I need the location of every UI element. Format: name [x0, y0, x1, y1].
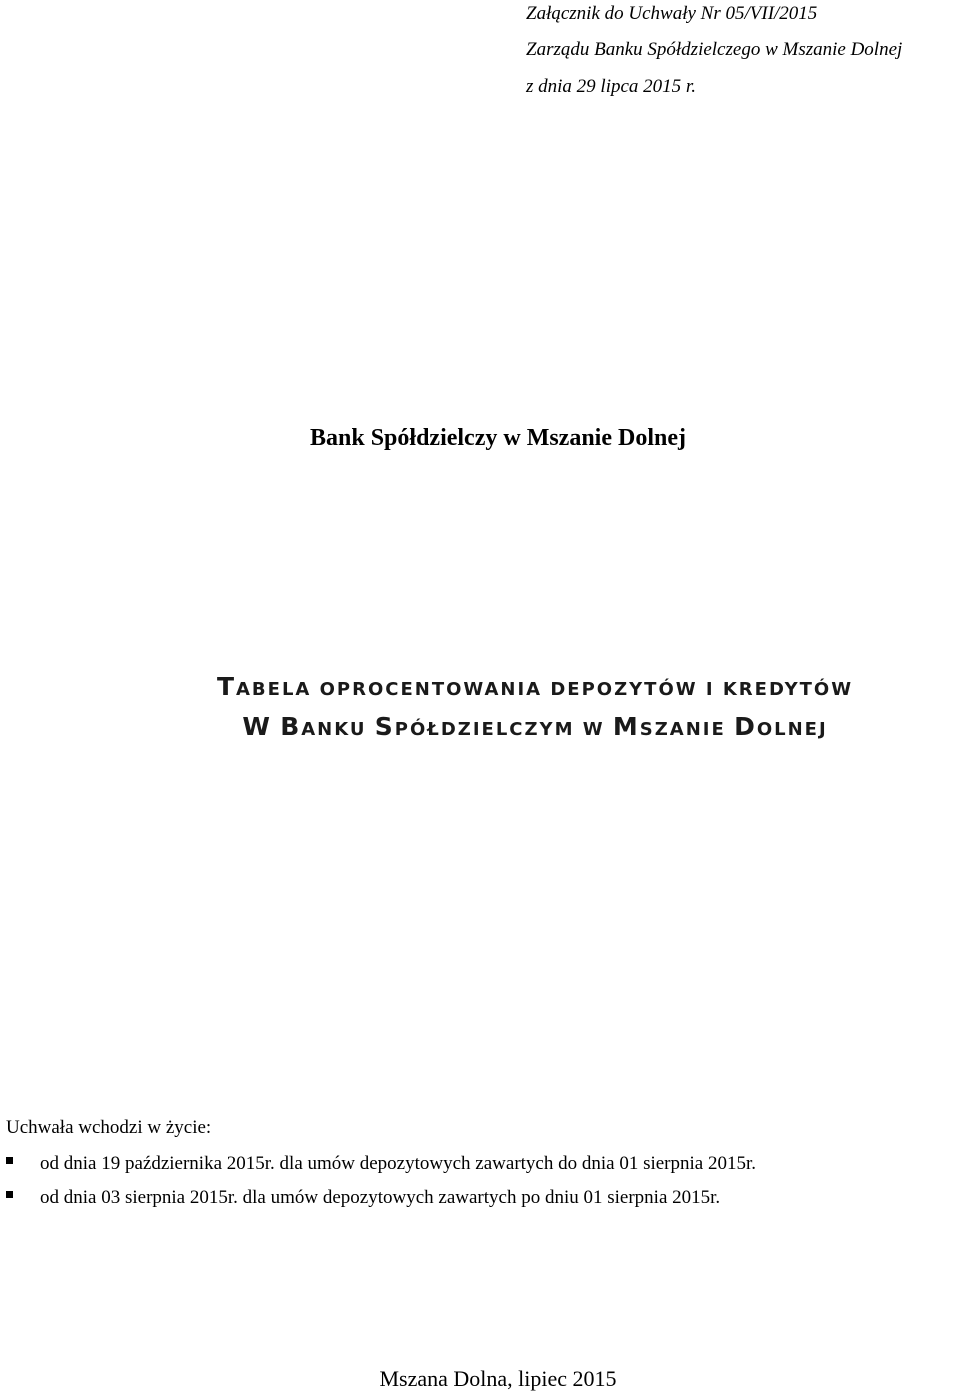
title-text: PÓŁDZIELCZYM W	[394, 719, 613, 740]
title-initial: W	[242, 712, 272, 741]
annex-line-1: Załącznik do Uchwały Nr 05/VII/2015	[526, 3, 818, 24]
title-text: SZANIE	[639, 719, 735, 740]
annex-line-3: z dnia 29 lipca 2015 r.	[526, 76, 696, 97]
title-initial: D	[734, 712, 757, 741]
place-date-footer: Mszana Dolna, lipiec 2015	[379, 1366, 617, 1391]
title-text: ABELA OPROCENTOWANIA DEPOZYTÓW I KREDYTÓW	[236, 679, 854, 700]
title-initial: S	[374, 712, 395, 741]
title-initial: T	[216, 672, 236, 701]
square-bullet-icon	[6, 1191, 13, 1198]
title-initial: M	[612, 712, 640, 741]
title-initial: B	[280, 712, 302, 741]
list-item-text: od dnia 03 sierpnia 2015r. dla umów depozytowych zawartych po dniu 01 sierpnia 2015r.	[40, 1187, 721, 1208]
list-item-text: od dnia 19 października 2015r. dla umów depozytowych zawartych do dnia 01 sierpnia 2015r.	[40, 1153, 756, 1174]
square-bullet-icon	[6, 1157, 13, 1164]
table-title-line-2	[0, 712, 960, 741]
title-text: ANKU	[301, 719, 375, 740]
annex-line-2: Zarządu Banku Spółdzielczego w Mszanie Dolnej	[526, 39, 903, 60]
table-title-line-1	[0, 672, 960, 701]
title-text	[272, 719, 280, 740]
bank-name: Bank Spółdzielczy w Mszanie Dolnej	[310, 425, 686, 451]
title-text: OLNEJ	[756, 719, 828, 740]
effective-heading: Uchwała wchodzi w życie:	[6, 1117, 212, 1138]
